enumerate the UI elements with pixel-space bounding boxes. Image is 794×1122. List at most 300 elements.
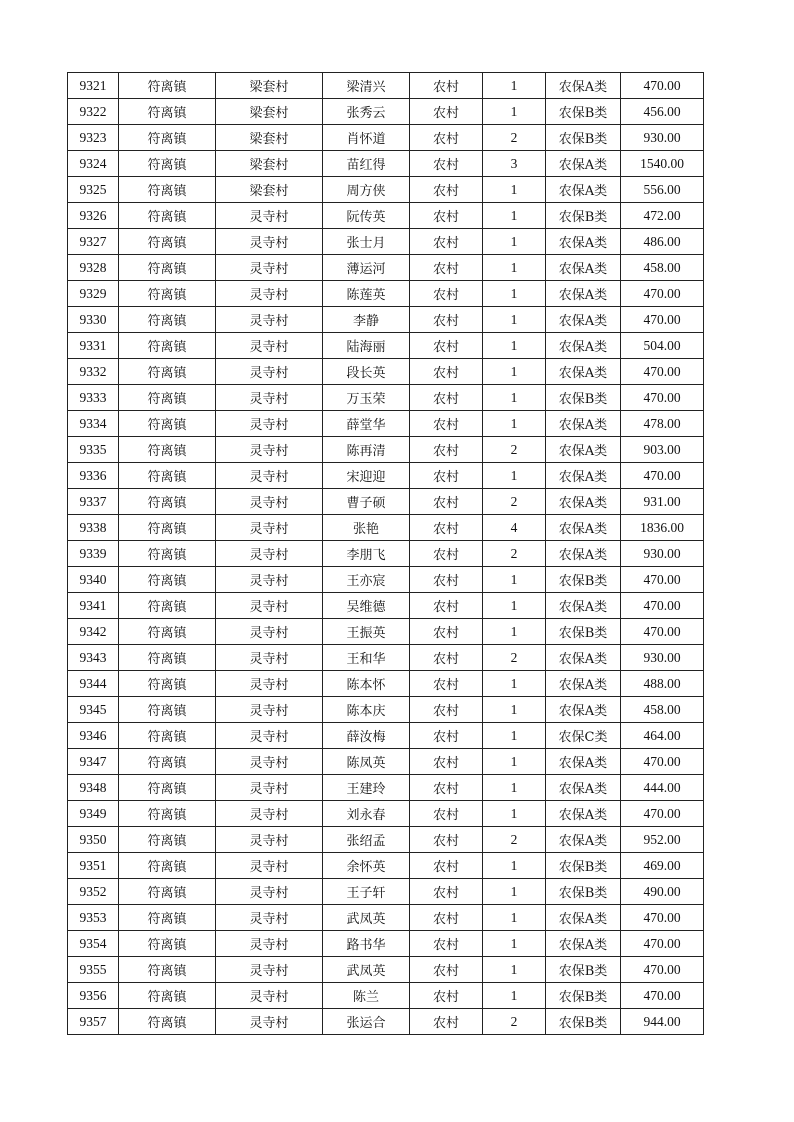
cell-name: 张绍孟: [323, 827, 410, 853]
cell-village: 灵寺村: [216, 957, 323, 983]
cell-amount: 472.00: [621, 203, 704, 229]
cell-area-type: 农村: [410, 99, 483, 125]
cell-amount: 931.00: [621, 489, 704, 515]
cell-row-number: 9333: [68, 385, 119, 411]
cell-row-number: 9350: [68, 827, 119, 853]
cell-name: 张艳: [323, 515, 410, 541]
cell-household-count: 1: [483, 73, 546, 99]
cell-town: 符离镇: [119, 359, 216, 385]
cell-village: 梁套村: [216, 177, 323, 203]
table-row: [68, 593, 704, 619]
cell-town: 符离镇: [119, 99, 216, 125]
cell-household-count: 2: [483, 489, 546, 515]
cell-name: 陈再清: [323, 437, 410, 463]
cell-amount: 470.00: [621, 307, 704, 333]
cell-area-type: 农村: [410, 229, 483, 255]
cell-name: 李朋飞: [323, 541, 410, 567]
cell-town: 符离镇: [119, 931, 216, 957]
cell-insurance-category: 农保A类: [546, 307, 621, 333]
cell-name: 武凤英: [323, 905, 410, 931]
cell-row-number: 9335: [68, 437, 119, 463]
cell-area-type: 农村: [410, 359, 483, 385]
table-row: [68, 567, 704, 593]
table-row: [68, 931, 704, 957]
cell-insurance-category: 农保A类: [546, 671, 621, 697]
cell-household-count: 1: [483, 697, 546, 723]
cell-household-count: 1: [483, 307, 546, 333]
cell-amount: 930.00: [621, 541, 704, 567]
cell-row-number: 9329: [68, 281, 119, 307]
cell-row-number: 9340: [68, 567, 119, 593]
cell-town: 符离镇: [119, 515, 216, 541]
cell-amount: 470.00: [621, 359, 704, 385]
cell-town: 符离镇: [119, 697, 216, 723]
cell-village: 灵寺村: [216, 281, 323, 307]
cell-area-type: 农村: [410, 1009, 483, 1035]
cell-household-count: 1: [483, 229, 546, 255]
cell-village: 灵寺村: [216, 411, 323, 437]
cell-area-type: 农村: [410, 905, 483, 931]
cell-area-type: 农村: [410, 463, 483, 489]
cell-household-count: 1: [483, 723, 546, 749]
cell-household-count: 2: [483, 1009, 546, 1035]
cell-town: 符离镇: [119, 411, 216, 437]
cell-row-number: 9331: [68, 333, 119, 359]
cell-area-type: 农村: [410, 749, 483, 775]
cell-village: 灵寺村: [216, 671, 323, 697]
table-row: [68, 359, 704, 385]
cell-village: 灵寺村: [216, 385, 323, 411]
cell-household-count: 1: [483, 905, 546, 931]
table-row: [68, 385, 704, 411]
cell-town: 符离镇: [119, 567, 216, 593]
cell-amount: 470.00: [621, 567, 704, 593]
cell-row-number: 9337: [68, 489, 119, 515]
table-row: [68, 99, 704, 125]
cell-town: 符离镇: [119, 463, 216, 489]
cell-town: 符离镇: [119, 125, 216, 151]
cell-town: 符离镇: [119, 671, 216, 697]
cell-row-number: 9349: [68, 801, 119, 827]
cell-village: 灵寺村: [216, 255, 323, 281]
cell-row-number: 9355: [68, 957, 119, 983]
cell-town: 符离镇: [119, 229, 216, 255]
cell-area-type: 农村: [410, 125, 483, 151]
table-row: [68, 255, 704, 281]
cell-insurance-category: 农保B类: [546, 879, 621, 905]
table-row: [68, 697, 704, 723]
cell-village: 灵寺村: [216, 775, 323, 801]
cell-area-type: 农村: [410, 437, 483, 463]
cell-village: 灵寺村: [216, 307, 323, 333]
cell-row-number: 9353: [68, 905, 119, 931]
cell-area-type: 农村: [410, 307, 483, 333]
cell-row-number: 9348: [68, 775, 119, 801]
table-row: [68, 827, 704, 853]
cell-name: 肖怀道: [323, 125, 410, 151]
cell-row-number: 9328: [68, 255, 119, 281]
cell-town: 符离镇: [119, 203, 216, 229]
cell-village: 灵寺村: [216, 853, 323, 879]
cell-village: 灵寺村: [216, 567, 323, 593]
cell-name: 李静: [323, 307, 410, 333]
cell-household-count: 1: [483, 177, 546, 203]
cell-row-number: 9323: [68, 125, 119, 151]
cell-village: 灵寺村: [216, 801, 323, 827]
table-row: [68, 515, 704, 541]
cell-household-count: 2: [483, 827, 546, 853]
cell-insurance-category: 农保A类: [546, 931, 621, 957]
cell-town: 符离镇: [119, 905, 216, 931]
table-row: [68, 411, 704, 437]
cell-insurance-category: 农保A类: [546, 73, 621, 99]
cell-area-type: 农村: [410, 801, 483, 827]
cell-village: 梁套村: [216, 125, 323, 151]
cell-insurance-category: 农保B类: [546, 619, 621, 645]
cell-household-count: 1: [483, 801, 546, 827]
cell-name: 吴维德: [323, 593, 410, 619]
cell-insurance-category: 农保A类: [546, 281, 621, 307]
cell-amount: 470.00: [621, 385, 704, 411]
cell-amount: 952.00: [621, 827, 704, 853]
cell-area-type: 农村: [410, 983, 483, 1009]
cell-insurance-category: 农保B类: [546, 385, 621, 411]
cell-household-count: 1: [483, 463, 546, 489]
cell-name: 苗红得: [323, 151, 410, 177]
table-row: [68, 619, 704, 645]
cell-area-type: 农村: [410, 73, 483, 99]
cell-household-count: 1: [483, 99, 546, 125]
cell-amount: 490.00: [621, 879, 704, 905]
cell-village: 灵寺村: [216, 723, 323, 749]
cell-area-type: 农村: [410, 567, 483, 593]
cell-row-number: 9351: [68, 853, 119, 879]
cell-row-number: 9330: [68, 307, 119, 333]
cell-town: 符离镇: [119, 957, 216, 983]
cell-area-type: 农村: [410, 255, 483, 281]
cell-insurance-category: 农保A类: [546, 151, 621, 177]
cell-town: 符离镇: [119, 723, 216, 749]
cell-village: 灵寺村: [216, 333, 323, 359]
cell-amount: 930.00: [621, 125, 704, 151]
table-row: [68, 983, 704, 1009]
cell-household-count: 1: [483, 593, 546, 619]
cell-area-type: 农村: [410, 879, 483, 905]
cell-household-count: 1: [483, 333, 546, 359]
table-row: [68, 229, 704, 255]
cell-insurance-category: 农保A类: [546, 359, 621, 385]
cell-row-number: 9336: [68, 463, 119, 489]
table-row: [68, 853, 704, 879]
cell-area-type: 农村: [410, 671, 483, 697]
table-row: [68, 73, 704, 99]
cell-town: 符离镇: [119, 541, 216, 567]
cell-insurance-category: 农保A类: [546, 827, 621, 853]
cell-town: 符离镇: [119, 333, 216, 359]
cell-village: 灵寺村: [216, 931, 323, 957]
cell-area-type: 农村: [410, 177, 483, 203]
cell-area-type: 农村: [410, 151, 483, 177]
cell-amount: 458.00: [621, 255, 704, 281]
cell-town: 符离镇: [119, 827, 216, 853]
cell-row-number: 9346: [68, 723, 119, 749]
cell-amount: 470.00: [621, 73, 704, 99]
cell-insurance-category: 农保A类: [546, 697, 621, 723]
cell-town: 符离镇: [119, 151, 216, 177]
cell-row-number: 9321: [68, 73, 119, 99]
cell-name: 王亦宸: [323, 567, 410, 593]
cell-town: 符离镇: [119, 73, 216, 99]
cell-village: 灵寺村: [216, 749, 323, 775]
cell-name: 周方侠: [323, 177, 410, 203]
cell-area-type: 农村: [410, 697, 483, 723]
cell-town: 符离镇: [119, 177, 216, 203]
cell-amount: 930.00: [621, 645, 704, 671]
cell-insurance-category: 农保A类: [546, 437, 621, 463]
table-row: [68, 671, 704, 697]
cell-row-number: 9352: [68, 879, 119, 905]
cell-area-type: 农村: [410, 203, 483, 229]
table-row: [68, 905, 704, 931]
cell-name: 陆海丽: [323, 333, 410, 359]
cell-village: 灵寺村: [216, 489, 323, 515]
cell-area-type: 农村: [410, 645, 483, 671]
cell-village: 灵寺村: [216, 827, 323, 853]
cell-name: 王子轩: [323, 879, 410, 905]
cell-amount: 488.00: [621, 671, 704, 697]
cell-household-count: 1: [483, 671, 546, 697]
cell-name: 张秀云: [323, 99, 410, 125]
cell-household-count: 3: [483, 151, 546, 177]
cell-area-type: 农村: [410, 827, 483, 853]
cell-town: 符离镇: [119, 879, 216, 905]
cell-area-type: 农村: [410, 723, 483, 749]
cell-household-count: 1: [483, 385, 546, 411]
cell-insurance-category: 农保B类: [546, 1009, 621, 1035]
cell-name: 陈兰: [323, 983, 410, 1009]
cell-name: 陈本庆: [323, 697, 410, 723]
cell-insurance-category: 农保B类: [546, 853, 621, 879]
cell-name: 陈凤英: [323, 749, 410, 775]
cell-row-number: 9325: [68, 177, 119, 203]
table-body: [68, 73, 704, 1035]
cell-amount: 470.00: [621, 463, 704, 489]
table-row: [68, 957, 704, 983]
cell-area-type: 农村: [410, 541, 483, 567]
cell-village: 梁套村: [216, 99, 323, 125]
cell-household-count: 4: [483, 515, 546, 541]
cell-name: 张运合: [323, 1009, 410, 1035]
cell-amount: 903.00: [621, 437, 704, 463]
table-row: [68, 177, 704, 203]
cell-town: 符离镇: [119, 645, 216, 671]
cell-village: 灵寺村: [216, 229, 323, 255]
cell-amount: 464.00: [621, 723, 704, 749]
cell-town: 符离镇: [119, 437, 216, 463]
cell-area-type: 农村: [410, 515, 483, 541]
cell-amount: 470.00: [621, 749, 704, 775]
cell-insurance-category: 农保B类: [546, 125, 621, 151]
cell-name: 张士月: [323, 229, 410, 255]
cell-row-number: 9345: [68, 697, 119, 723]
cell-amount: 470.00: [621, 619, 704, 645]
cell-town: 符离镇: [119, 281, 216, 307]
cell-village: 灵寺村: [216, 697, 323, 723]
table-row: [68, 879, 704, 905]
data-table: [67, 72, 704, 1035]
cell-insurance-category: 农保B类: [546, 983, 621, 1009]
cell-household-count: 1: [483, 931, 546, 957]
cell-row-number: 9344: [68, 671, 119, 697]
cell-village: 灵寺村: [216, 1009, 323, 1035]
cell-amount: 504.00: [621, 333, 704, 359]
cell-household-count: 1: [483, 255, 546, 281]
cell-insurance-category: 农保A类: [546, 749, 621, 775]
cell-area-type: 农村: [410, 489, 483, 515]
cell-area-type: 农村: [410, 853, 483, 879]
cell-household-count: 2: [483, 437, 546, 463]
table-row: [68, 125, 704, 151]
cell-area-type: 农村: [410, 593, 483, 619]
cell-town: 符离镇: [119, 983, 216, 1009]
cell-row-number: 9338: [68, 515, 119, 541]
cell-name: 陈莲英: [323, 281, 410, 307]
cell-row-number: 9332: [68, 359, 119, 385]
cell-household-count: 1: [483, 359, 546, 385]
cell-row-number: 9324: [68, 151, 119, 177]
cell-name: 王建玲: [323, 775, 410, 801]
cell-insurance-category: 农保A类: [546, 801, 621, 827]
cell-amount: 444.00: [621, 775, 704, 801]
cell-amount: 470.00: [621, 983, 704, 1009]
cell-amount: 470.00: [621, 593, 704, 619]
cell-insurance-category: 农保A类: [546, 515, 621, 541]
cell-town: 符离镇: [119, 619, 216, 645]
cell-town: 符离镇: [119, 853, 216, 879]
cell-amount: 469.00: [621, 853, 704, 879]
cell-town: 符离镇: [119, 775, 216, 801]
cell-household-count: 1: [483, 749, 546, 775]
cell-insurance-category: 农保A类: [546, 645, 621, 671]
cell-insurance-category: 农保A类: [546, 905, 621, 931]
cell-insurance-category: 农保C类: [546, 723, 621, 749]
table-row: [68, 307, 704, 333]
cell-area-type: 农村: [410, 385, 483, 411]
cell-town: 符离镇: [119, 1009, 216, 1035]
table-row: [68, 203, 704, 229]
cell-name: 宋迎迎: [323, 463, 410, 489]
cell-household-count: 2: [483, 541, 546, 567]
table-row: [68, 489, 704, 515]
cell-household-count: 1: [483, 983, 546, 1009]
cell-town: 符离镇: [119, 593, 216, 619]
cell-insurance-category: 农保A类: [546, 177, 621, 203]
cell-amount: 470.00: [621, 801, 704, 827]
cell-village: 灵寺村: [216, 619, 323, 645]
cell-insurance-category: 农保A类: [546, 411, 621, 437]
cell-household-count: 1: [483, 619, 546, 645]
cell-name: 王振英: [323, 619, 410, 645]
cell-amount: 1836.00: [621, 515, 704, 541]
cell-name: 曹子硕: [323, 489, 410, 515]
cell-row-number: 9347: [68, 749, 119, 775]
cell-area-type: 农村: [410, 957, 483, 983]
cell-row-number: 9326: [68, 203, 119, 229]
cell-household-count: 1: [483, 957, 546, 983]
cell-area-type: 农村: [410, 333, 483, 359]
cell-household-count: 2: [483, 125, 546, 151]
cell-household-count: 1: [483, 567, 546, 593]
cell-amount: 478.00: [621, 411, 704, 437]
cell-insurance-category: 农保B类: [546, 957, 621, 983]
cell-village: 梁套村: [216, 73, 323, 99]
cell-town: 符离镇: [119, 255, 216, 281]
cell-area-type: 农村: [410, 775, 483, 801]
cell-name: 薄运河: [323, 255, 410, 281]
table-row: [68, 723, 704, 749]
cell-insurance-category: 农保A类: [546, 775, 621, 801]
cell-household-count: 1: [483, 879, 546, 905]
cell-insurance-category: 农保A类: [546, 489, 621, 515]
cell-village: 灵寺村: [216, 879, 323, 905]
cell-village: 梁套村: [216, 151, 323, 177]
cell-household-count: 1: [483, 203, 546, 229]
cell-town: 符离镇: [119, 307, 216, 333]
cell-village: 灵寺村: [216, 905, 323, 931]
cell-household-count: 1: [483, 853, 546, 879]
cell-area-type: 农村: [410, 411, 483, 437]
cell-household-count: 1: [483, 775, 546, 801]
cell-name: 余怀英: [323, 853, 410, 879]
cell-row-number: 9356: [68, 983, 119, 1009]
table-row: [68, 437, 704, 463]
cell-amount: 486.00: [621, 229, 704, 255]
cell-area-type: 农村: [410, 931, 483, 957]
cell-insurance-category: 农保B类: [546, 203, 621, 229]
cell-row-number: 9343: [68, 645, 119, 671]
cell-insurance-category: 农保A类: [546, 255, 621, 281]
cell-village: 灵寺村: [216, 541, 323, 567]
cell-row-number: 9334: [68, 411, 119, 437]
table-row: [68, 281, 704, 307]
cell-amount: 556.00: [621, 177, 704, 203]
cell-row-number: 9342: [68, 619, 119, 645]
cell-village: 灵寺村: [216, 203, 323, 229]
cell-household-count: 1: [483, 411, 546, 437]
cell-amount: 944.00: [621, 1009, 704, 1035]
cell-amount: 456.00: [621, 99, 704, 125]
cell-name: 陈本怀: [323, 671, 410, 697]
cell-amount: 458.00: [621, 697, 704, 723]
cell-name: 梁清兴: [323, 73, 410, 99]
table-row: [68, 801, 704, 827]
cell-amount: 1540.00: [621, 151, 704, 177]
cell-area-type: 农村: [410, 281, 483, 307]
table-row: [68, 1009, 704, 1035]
cell-town: 符离镇: [119, 801, 216, 827]
cell-name: 路书华: [323, 931, 410, 957]
cell-row-number: 9339: [68, 541, 119, 567]
cell-insurance-category: 农保A类: [546, 593, 621, 619]
cell-name: 武凤英: [323, 957, 410, 983]
cell-name: 阮传英: [323, 203, 410, 229]
cell-name: 刘永春: [323, 801, 410, 827]
cell-row-number: 9341: [68, 593, 119, 619]
cell-amount: 470.00: [621, 905, 704, 931]
table-row: [68, 463, 704, 489]
table-row: [68, 749, 704, 775]
cell-insurance-category: 农保A类: [546, 229, 621, 255]
